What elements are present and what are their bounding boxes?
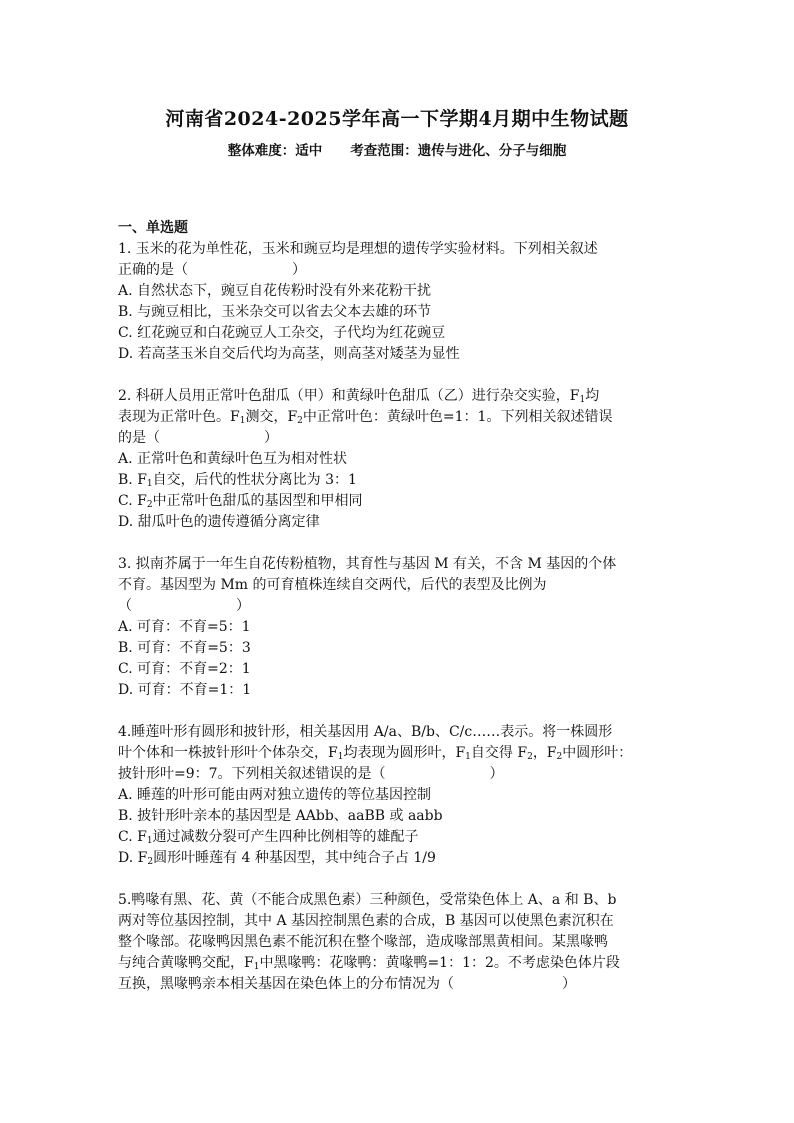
question-stem-line: 5.鸭喙有黑、花、黄（不能合成黑色素）三种颜色，受常染色体上 A、a 和 B、b [118,892,617,908]
option-d: D. 若高茎玉米自交后代均为高茎，则高茎对矮茎为显性 [118,346,460,362]
option-a: A. 睡莲的叶形可能由两对独立遗传的等位基因控制 [118,787,432,803]
exam-title: 河南省2024-2025学年高一下学期4月期中生物试题 [165,108,629,130]
question-stem-line: 叶个体和一株披针形叶个体杂交，$F_1$均表现为圆形叶，$F_1$自交得 $F_2$，$F_2$中圆形叶： [118,745,633,762]
option-d: D. $F_2$圆形叶睡莲有 4 种基因型，其中纯合子占 1/9 [118,850,436,867]
question-stem-line: 的是（ ） [118,430,278,446]
question-stem-line: 2. 科研人员用正常叶色甜瓜（甲）和黄绿叶色甜瓜（乙）进行杂交实验，$F_1$均 [118,388,600,405]
question-stem-line: 正确的是（ ） [118,262,306,278]
question-stem-line: 3. 拟南芥属于一年生自花传粉植物，其育性与基因 M 有关，不含 M 基因的个体 [118,556,617,572]
option-c: C. 红花豌豆和白花豌豆人工杂交，子代均为红花豌豆 [118,325,446,341]
section-heading: 一、单选题 [118,220,188,236]
difficulty-label: 整体难度：适中 [227,143,323,159]
question-4 [118,722,683,869]
option-a: A. 自然状态下，豌豆自花传粉时没有外来花粉干扰 [118,283,432,299]
question-2 [118,386,683,533]
option-b: B. 可育：不育=5：3 [118,640,251,656]
option-d: D. 甜瓜叶色的遗传遵循分离定律 [118,514,320,530]
option-a: A. 可育：不育=5：1 [118,619,251,635]
question-stem-line: 表现为正常叶色。$F_1$测交，$F_2$中正常叶色：黄绿叶色=1：1。下列相关叙述错误 [118,409,613,426]
question-stem-line: 披针形叶=9：7。下列相关叙述错误的是（ ） [118,766,504,782]
option-d: D. 可育：不育=1：1 [118,682,252,698]
scope-label: 考查范围：遗传与进化、分子与细胞 [350,143,567,159]
question-stem-line: 与纯合黄喙鸭交配，$F_1$中黑喙鸭：花喙鸭：黄喙鸭=1：1：2。不考虑染色体片段 [118,955,620,972]
option-b: B. 披针形叶亲本的基因型是 AAbb、aaBB 或 aabb [118,808,443,824]
exam-subtitle [0,139,794,159]
question-3 [118,554,683,701]
option-b: B. $F_1$自交，后代的性状分离比为 3：1 [118,472,357,489]
option-a: A. 正常叶色和黄绿叶色互为相对性状 [118,451,348,467]
exam-content [118,218,683,1016]
question-stem-line: 整个喙部。花喙鸭因黑色素不能沉积在整个喙部，造成喙部黑黄相间。某黑喙鸭 [118,934,608,950]
question-stem-line: 4.睡莲叶形有圆形和披针形，相关基因用 A/a、B/b、C/c……表示。将一株圆形 [118,724,613,740]
option-c: C. 可育：不育=2：1 [118,661,251,677]
option-c: C. $F_2$中正常叶色甜瓜的基因型和甲相同 [118,493,363,510]
question-stem-line: （ ） [118,598,250,614]
question-stem-line: 不育。基因型为 Mm 的可育植株连续自交两代，后代的表型及比例为 [118,577,547,593]
question-stem-line: 两对等位基因控制，其中 A 基因控制黑色素的合成，B 基因可以使黑色素沉积在 [118,913,614,929]
question-stem-line: 互换，黑喙鸭亲本相关基因在染色体上的分布情况为（ ） [118,976,576,992]
question-1 [118,239,683,365]
option-c: C. $F_1$通过减数分裂可产生四种比例相等的雄配子 [118,829,419,846]
option-b: B. 与豌豆相比，玉米杂交可以省去父本去雄的环节 [118,304,432,320]
question-5 [118,890,683,995]
question-stem-line: 1. 玉米的花为单性花，玉米和豌豆均是理想的遗传学实验材料。下列相关叙述 [118,241,598,257]
